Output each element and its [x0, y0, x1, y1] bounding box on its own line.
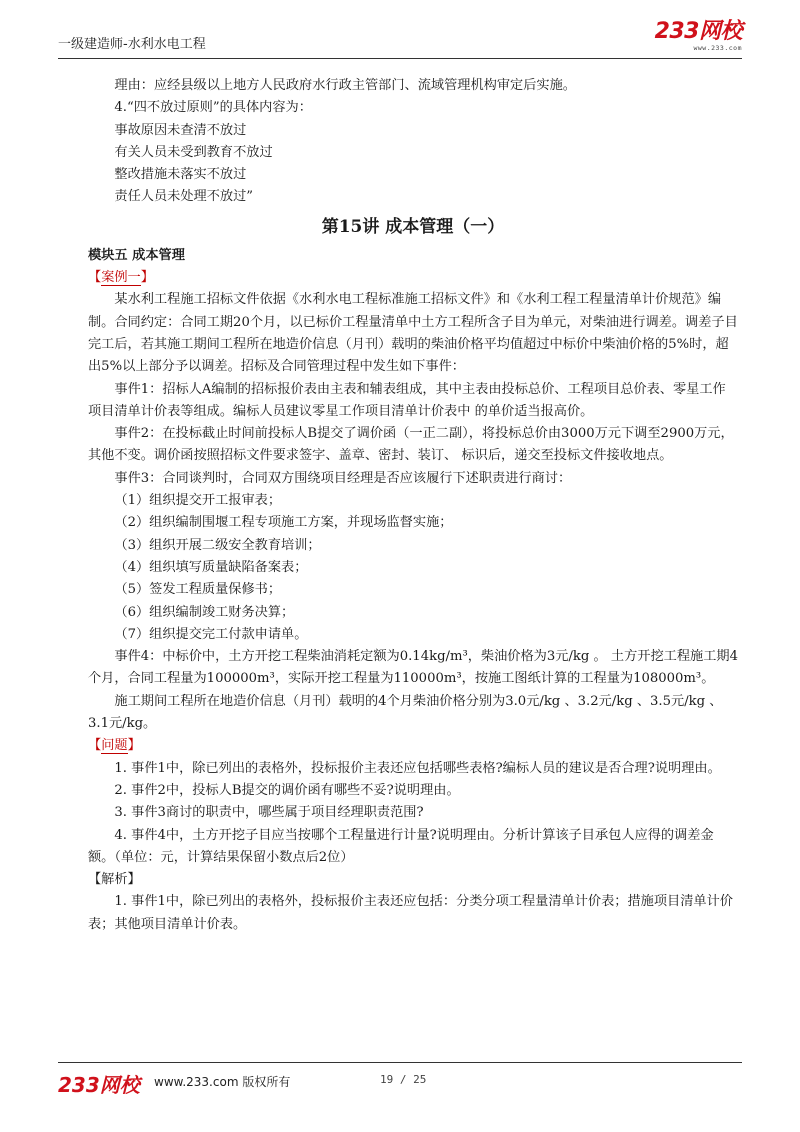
logo-text: 233网校 [654, 19, 742, 44]
intro-line: 4.“四不放过原则”的具体内容为： [114, 100, 312, 116]
intro-line: 责任人员未处理不放过” [114, 189, 254, 205]
page-footer [58, 1062, 742, 1097]
case-label: 【案例一】 [88, 270, 154, 286]
duty-item: （4）组织填写质量缺陷备案表； [114, 559, 308, 575]
event4-paragraph: 事件4：中标价中，土方开挖工程柴油消耗定额为0.14kg/m³，柴油价格为3元/kg 。 土方开挖工程施工期4个月，合同工程量为100000m³，实际开挖工程量为110000m³，按施工图纸计算的工程量为108000m³。 [88, 649, 738, 687]
case-paragraph: 事件2：在投标截止时间前投标人B提交了调价函（一正二副），将投标总价由3000万元下调至2900万元，其他不变。调价函按照招标文件要求签字、盖章、密封、装订、 标识后，递交至投标文件接收地点。 [88, 426, 734, 464]
question-item: 3. 事件3商讨的职责中，哪些属于项目经理职责范围? [114, 805, 424, 821]
question-label: 【问题】 [88, 738, 141, 754]
duty-item: （6）组织编制竣工财务决算； [114, 604, 295, 620]
footer-site: www.233.com 版权所有 [154, 1075, 291, 1089]
intro-line: 理由：应经县级以上地方人民政府水行政主管部门、流域管理机构审定后实施。 [114, 78, 576, 93]
question-item: 1. 事件1中，除已列出的表格外，投标报价主表还应包括哪些表格?编标人员的建议是否合理?说明理由。 [114, 760, 721, 776]
brand-logo [655, 20, 742, 52]
footer-logo: 233网校 [58, 1073, 140, 1097]
duty-item: （2）组织编制围堰工程专项施工方案，并现场监督实施； [114, 515, 453, 531]
question-item: 2. 事件2中，投标人B提交的调价函有哪些不妥?说明理由。 [114, 782, 460, 798]
case-paragraph: 某水利工程施工招标文件依据《水利水电工程标准施工招标文件》和《水利工程工程量清单计价规范》编制。合同约定：合同工期20个月，以已标价工程量清单中土方工程所含子目为单元，对柴油进行调差。调差子目完工后，若其施工期间工程所在地造价信息（月刊）载明的柴油价格平均值超过中标价中柴油价格的5%时，超出5%以上部分予以调差。招标及合同管理过程中发生如下事件： [88, 292, 738, 375]
duty-item: （5）签发工程质量保修书； [114, 582, 282, 598]
intro-line: 事故原因未查清不放过 [114, 122, 247, 138]
analysis-label: 【解析】 [88, 872, 141, 888]
duty-item: （7）组织提交完工付款申请单。 [114, 626, 308, 642]
event4-paragraph: 施工期间工程所在地造价信息（月刊）载明的4个月柴油价格分别为3.0元/kg 、3.2元/kg 、3.5元/kg 、3.1元/kg。 [88, 693, 723, 732]
duty-item: （1）组织提交开工报审表； [114, 493, 282, 509]
lecture-title: 第15讲 成本管理（一） [321, 216, 505, 237]
document-body [88, 75, 738, 936]
intro-line: 整改措施未落实不放过 [114, 167, 247, 183]
case-paragraph: 事件3：合同谈判时，合同双方围绕项目经理是否应该履行下述职责进行商讨： [114, 470, 572, 486]
case-paragraph: 事件1：招标人A编制的招标报价表由主表和辅表组成，其中主表由投标总价、工程项目总价表、零星工作项目清单计价表等组成。编标人员建议零星工作项目清单计价表中 的单价适当报高价。 [88, 381, 726, 419]
page-header [58, 20, 742, 59]
question-label-text: 问题 [101, 738, 128, 754]
header-title: 一级建造师-水利水电工程 [58, 37, 206, 52]
intro-line: 有关人员未受到教育不放过 [114, 144, 273, 160]
analysis-item: 1. 事件1中，除已列出的表格外，投标报价主表还应包括：分类分项工程量清单计价表；措施项目清单计价表；其他项目清单计价表。 [88, 894, 733, 932]
logo-url: www.233.com [693, 44, 742, 52]
question-item: 4. 事件4中，土方开挖子目应当按哪个工程量进行计量?说明理由。分析计算该子目承包人应得的调差金额。（单位：元，计算结果保留小数点后2位） [88, 827, 714, 865]
page-number: 19 / 25 [380, 1073, 427, 1086]
module-title: 模块五 成本管理 [88, 247, 185, 263]
duty-item: （3）组织开展二级安全教育培训； [114, 537, 321, 553]
case-label-text: 案例一 [101, 270, 141, 286]
